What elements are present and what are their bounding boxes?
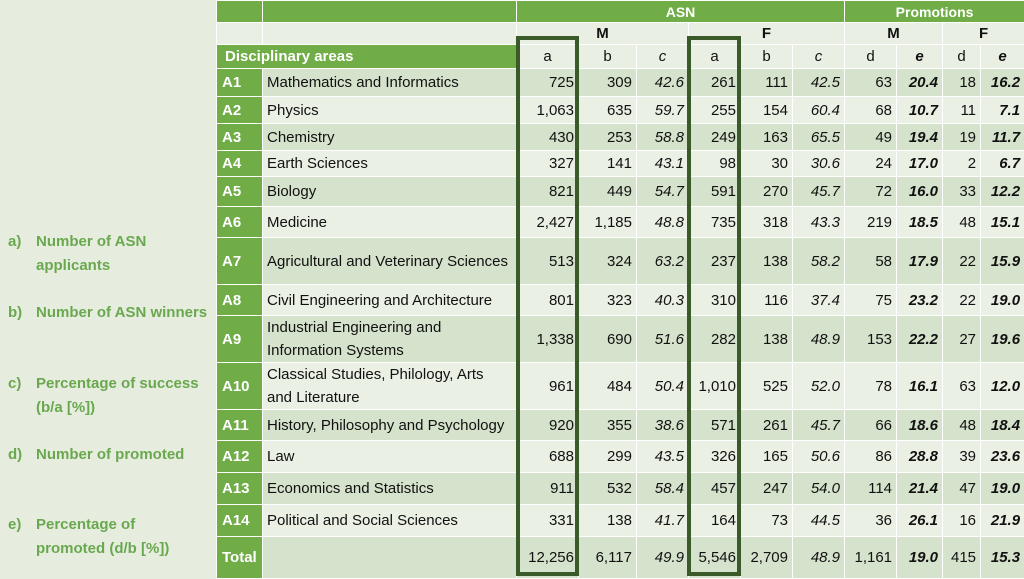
value-cell: 261 <box>689 69 741 97</box>
value-cell: 141 <box>579 151 637 177</box>
table-row <box>217 316 1024 363</box>
value-cell: 19.0 <box>981 473 1024 505</box>
value-cell: 50.6 <box>793 441 845 473</box>
area-code: A9 <box>217 316 263 363</box>
value-cell: 247 <box>741 473 793 505</box>
value-cell: 11.7 <box>981 124 1024 151</box>
value-cell: 18 <box>943 69 981 97</box>
total-value-cell: 6,117 <box>579 537 637 579</box>
value-cell: 98 <box>689 151 741 177</box>
value-cell: 261 <box>741 410 793 441</box>
header-blank <box>263 1 517 23</box>
value-cell: 219 <box>845 207 897 238</box>
value-cell: 1,185 <box>579 207 637 238</box>
disciplinary-areas-header: Disciplinary areas <box>217 45 517 69</box>
value-cell: 282 <box>689 316 741 363</box>
column-letter: d <box>845 45 897 69</box>
value-cell: 449 <box>579 177 637 207</box>
value-cell: 86 <box>845 441 897 473</box>
area-code: A3 <box>217 124 263 151</box>
area-name: Civil Engineering and Architecture <box>263 285 517 316</box>
promotions-header: Promotions <box>845 1 1024 23</box>
legend-text: Percentage of promoted (d/b [%]) <box>36 513 208 561</box>
area-code: A13 <box>217 473 263 505</box>
value-cell: 44.5 <box>793 505 845 537</box>
value-cell: 66 <box>845 410 897 441</box>
value-cell: 299 <box>579 441 637 473</box>
value-cell: 7.1 <box>981 97 1024 124</box>
column-letter: e <box>981 45 1024 69</box>
value-cell: 249 <box>689 124 741 151</box>
table-row <box>217 505 1024 537</box>
value-cell: 30.6 <box>793 151 845 177</box>
value-cell: 78 <box>845 363 897 410</box>
table-row <box>217 441 1024 473</box>
legend-letter: a) <box>8 230 34 254</box>
total-value-cell: 5,546 <box>689 537 741 579</box>
value-cell: 1,338 <box>517 316 579 363</box>
value-cell: 326 <box>689 441 741 473</box>
data-table <box>216 0 1024 579</box>
value-cell: 690 <box>579 316 637 363</box>
value-cell: 821 <box>517 177 579 207</box>
total-label: Total <box>217 537 263 579</box>
value-cell: 525 <box>741 363 793 410</box>
value-cell: 10.7 <box>897 97 943 124</box>
column-letter: b <box>579 45 637 69</box>
promo-f-header: F <box>943 23 1024 45</box>
value-cell: 17.9 <box>897 238 943 285</box>
value-cell: 48.9 <box>793 316 845 363</box>
value-cell: 15.1 <box>981 207 1024 238</box>
value-cell: 309 <box>579 69 637 97</box>
corner-cell <box>217 1 263 23</box>
column-letter: c <box>793 45 845 69</box>
value-cell: 2 <box>943 151 981 177</box>
total-value-cell: 49.9 <box>637 537 689 579</box>
table-row <box>217 410 1024 441</box>
value-cell: 16.2 <box>981 69 1024 97</box>
value-cell: 59.7 <box>637 97 689 124</box>
value-cell: 68 <box>845 97 897 124</box>
value-cell: 30 <box>741 151 793 177</box>
blank-cell <box>263 23 517 45</box>
column-letter: b <box>741 45 793 69</box>
value-cell: 58.2 <box>793 238 845 285</box>
table-row <box>217 238 1024 285</box>
value-cell: 37.4 <box>793 285 845 316</box>
value-cell: 164 <box>689 505 741 537</box>
value-cell: 73 <box>741 505 793 537</box>
area-code: A10 <box>217 363 263 410</box>
value-cell: 591 <box>689 177 741 207</box>
area-name: Economics and Statistics <box>263 473 517 505</box>
legend-panel <box>0 0 214 576</box>
value-cell: 154 <box>741 97 793 124</box>
blank-cell <box>217 23 263 45</box>
value-cell: 54.0 <box>793 473 845 505</box>
value-cell: 19 <box>943 124 981 151</box>
legend-text: Number of ASN applicants <box>36 230 208 278</box>
value-cell: 116 <box>741 285 793 316</box>
value-cell: 18.5 <box>897 207 943 238</box>
value-cell: 75 <box>845 285 897 316</box>
value-cell: 484 <box>579 363 637 410</box>
value-cell: 58.4 <box>637 473 689 505</box>
asn-header: ASN <box>517 1 845 23</box>
table-row <box>217 97 1024 124</box>
value-cell: 52.0 <box>793 363 845 410</box>
area-name: Political and Social Sciences <box>263 505 517 537</box>
value-cell: 26.1 <box>897 505 943 537</box>
value-cell: 63 <box>845 69 897 97</box>
legend-letter: d) <box>8 443 34 467</box>
value-cell: 16.0 <box>897 177 943 207</box>
value-cell: 457 <box>689 473 741 505</box>
value-cell: 21.9 <box>981 505 1024 537</box>
total-value-cell: 1,161 <box>845 537 897 579</box>
asn-m-header: M <box>517 23 689 45</box>
value-cell: 18.6 <box>897 410 943 441</box>
column-letter: a <box>689 45 741 69</box>
value-cell: 1,010 <box>689 363 741 410</box>
value-cell: 327 <box>517 151 579 177</box>
value-cell: 41.7 <box>637 505 689 537</box>
value-cell: 571 <box>689 410 741 441</box>
area-code: A2 <box>217 97 263 124</box>
value-cell: 270 <box>741 177 793 207</box>
value-cell: 63.2 <box>637 238 689 285</box>
value-cell: 911 <box>517 473 579 505</box>
area-name: Physics <box>263 97 517 124</box>
column-letter: d <box>943 45 981 69</box>
column-letter: e <box>897 45 943 69</box>
table-row <box>217 473 1024 505</box>
value-cell: 38.6 <box>637 410 689 441</box>
value-cell: 11 <box>943 97 981 124</box>
value-cell: 20.4 <box>897 69 943 97</box>
area-code: A8 <box>217 285 263 316</box>
value-cell: 688 <box>517 441 579 473</box>
value-cell: 23.2 <box>897 285 943 316</box>
value-cell: 318 <box>741 207 793 238</box>
area-name: Chemistry <box>263 124 517 151</box>
value-cell: 63 <box>943 363 981 410</box>
value-cell: 36 <box>845 505 897 537</box>
value-cell: 17.0 <box>897 151 943 177</box>
area-name: Mathematics and Informatics <box>263 69 517 97</box>
value-cell: 153 <box>845 316 897 363</box>
value-cell: 48 <box>943 207 981 238</box>
value-cell: 42.6 <box>637 69 689 97</box>
value-cell: 58 <box>845 238 897 285</box>
area-code: A12 <box>217 441 263 473</box>
value-cell: 51.6 <box>637 316 689 363</box>
value-cell: 22.2 <box>897 316 943 363</box>
column-letter: c <box>637 45 689 69</box>
value-cell: 920 <box>517 410 579 441</box>
value-cell: 19.4 <box>897 124 943 151</box>
legend-text: Percentage of success (b/a [%]) <box>36 372 208 420</box>
value-cell: 22 <box>943 285 981 316</box>
value-cell: 65.5 <box>793 124 845 151</box>
area-code: A4 <box>217 151 263 177</box>
value-cell: 255 <box>689 97 741 124</box>
area-code: A5 <box>217 177 263 207</box>
value-cell: 138 <box>741 238 793 285</box>
value-cell: 635 <box>579 97 637 124</box>
value-cell: 12.0 <box>981 363 1024 410</box>
value-cell: 48 <box>943 410 981 441</box>
value-cell: 165 <box>741 441 793 473</box>
table-row <box>217 151 1024 177</box>
value-cell: 1,063 <box>517 97 579 124</box>
total-row <box>217 537 1024 579</box>
value-cell: 513 <box>517 238 579 285</box>
value-cell: 39 <box>943 441 981 473</box>
value-cell: 43.3 <box>793 207 845 238</box>
value-cell: 24 <box>845 151 897 177</box>
column-letter: a <box>517 45 579 69</box>
total-value-cell: 19.0 <box>897 537 943 579</box>
area-name: Medicine <box>263 207 517 238</box>
value-cell: 961 <box>517 363 579 410</box>
total-value-cell: 2,709 <box>741 537 793 579</box>
value-cell: 21.4 <box>897 473 943 505</box>
area-code: A14 <box>217 505 263 537</box>
value-cell: 138 <box>741 316 793 363</box>
value-cell: 54.7 <box>637 177 689 207</box>
table-row <box>217 285 1024 316</box>
area-name: Law <box>263 441 517 473</box>
value-cell: 50.4 <box>637 363 689 410</box>
value-cell: 253 <box>579 124 637 151</box>
value-cell: 27 <box>943 316 981 363</box>
area-name: Classical Studies, Philology, Arts and Literature <box>263 363 517 410</box>
total-value-cell: 12,256 <box>517 537 579 579</box>
table-row <box>217 177 1024 207</box>
value-cell: 33 <box>943 177 981 207</box>
area-name: Agricultural and Veterinary Sciences <box>263 238 517 285</box>
legend-letter: c) <box>8 372 34 396</box>
legend-letter: b) <box>8 301 34 325</box>
value-cell: 45.7 <box>793 410 845 441</box>
area-name: Earth Sciences <box>263 151 517 177</box>
value-cell: 114 <box>845 473 897 505</box>
total-value-cell: 15.3 <box>981 537 1024 579</box>
value-cell: 331 <box>517 505 579 537</box>
value-cell: 22 <box>943 238 981 285</box>
value-cell: 310 <box>689 285 741 316</box>
value-cell: 111 <box>741 69 793 97</box>
value-cell: 28.8 <box>897 441 943 473</box>
value-cell: 43.1 <box>637 151 689 177</box>
value-cell: 19.0 <box>981 285 1024 316</box>
legend-text: Number of ASN winners <box>36 301 208 325</box>
area-code: A7 <box>217 238 263 285</box>
promo-m-header: M <box>845 23 943 45</box>
value-cell: 19.6 <box>981 316 1024 363</box>
total-blank <box>263 537 517 579</box>
value-cell: 42.5 <box>793 69 845 97</box>
value-cell: 323 <box>579 285 637 316</box>
value-cell: 40.3 <box>637 285 689 316</box>
value-cell: 72 <box>845 177 897 207</box>
area-code: A6 <box>217 207 263 238</box>
value-cell: 355 <box>579 410 637 441</box>
table-row <box>217 124 1024 151</box>
value-cell: 45.7 <box>793 177 845 207</box>
value-cell: 138 <box>579 505 637 537</box>
total-value-cell: 415 <box>943 537 981 579</box>
table-row <box>217 69 1024 97</box>
value-cell: 163 <box>741 124 793 151</box>
value-cell: 430 <box>517 124 579 151</box>
value-cell: 2,427 <box>517 207 579 238</box>
value-cell: 532 <box>579 473 637 505</box>
area-code: A11 <box>217 410 263 441</box>
value-cell: 735 <box>689 207 741 238</box>
value-cell: 48.8 <box>637 207 689 238</box>
value-cell: 801 <box>517 285 579 316</box>
value-cell: 49 <box>845 124 897 151</box>
value-cell: 16.1 <box>897 363 943 410</box>
area-code: A1 <box>217 69 263 97</box>
legend-text: Number of promoted <box>36 443 208 467</box>
legend-letter: e) <box>8 513 34 537</box>
area-name: History, Philosophy and Psychology <box>263 410 517 441</box>
area-name: Industrial Engineering and Information Systems <box>263 316 517 363</box>
value-cell: 16 <box>943 505 981 537</box>
asn-f-header: F <box>689 23 845 45</box>
value-cell: 60.4 <box>793 97 845 124</box>
value-cell: 237 <box>689 238 741 285</box>
value-cell: 6.7 <box>981 151 1024 177</box>
value-cell: 12.2 <box>981 177 1024 207</box>
area-name: Biology <box>263 177 517 207</box>
value-cell: 324 <box>579 238 637 285</box>
value-cell: 23.6 <box>981 441 1024 473</box>
value-cell: 725 <box>517 69 579 97</box>
table-row <box>217 207 1024 238</box>
total-value-cell: 48.9 <box>793 537 845 579</box>
value-cell: 47 <box>943 473 981 505</box>
value-cell: 43.5 <box>637 441 689 473</box>
value-cell: 58.8 <box>637 124 689 151</box>
value-cell: 15.9 <box>981 238 1024 285</box>
table-row <box>217 363 1024 410</box>
value-cell: 18.4 <box>981 410 1024 441</box>
